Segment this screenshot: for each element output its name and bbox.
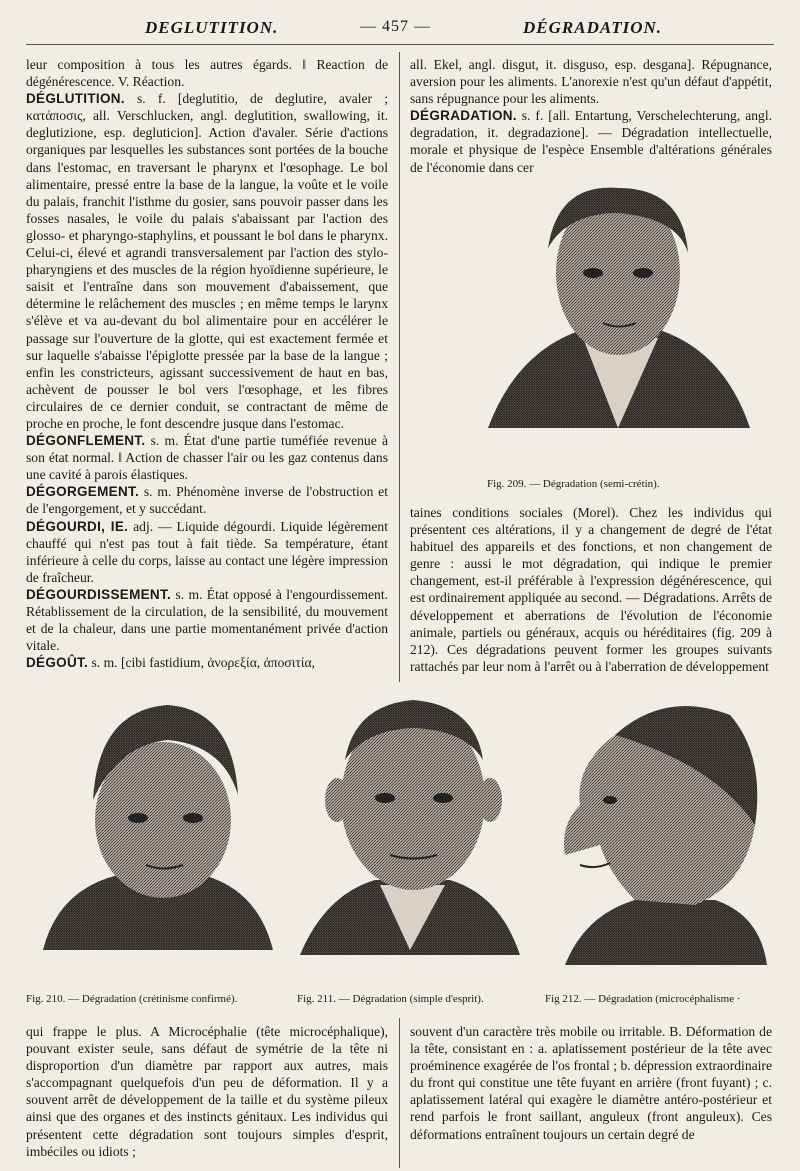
paragraph-continuation: all. Ekel, angl. disgut, it. disguso, esp. desgana]. Répugnance, aversion pour les aliments. L'anorexie n'est qu'un défaut d'appétit, sans répugnance pour les aliments. <box>410 57 772 107</box>
column-divider-bottom <box>399 1018 400 1168</box>
bottom-left-column <box>26 1023 388 1160</box>
left-column <box>26 56 388 686</box>
definition: s. f. [all. Entartung, Verschelechterung, angl. degradation, it. degradazione]. — Dégradation intellectuelle, morale et physique de l'espèce Ensemble d'altérations générales de l'économie dans cer <box>410 108 772 175</box>
right-column-mid <box>410 504 772 675</box>
figure-212-portrait <box>555 695 770 975</box>
definition: s. m. État d'une partie tuméfiée revenue à son état normal. ‖ Action de chasser l'air ou les gaz contenus dans une cavité à parois élastiques. <box>26 433 388 483</box>
entry-degradation <box>410 107 772 175</box>
entry-deglutition <box>26 90 388 432</box>
figure-212-caption: Fig 212. — Dégradation (microcéphalisme · <box>545 993 741 1005</box>
paragraph: souvent d'un caractère très mobile ou irritable. B. Déformation de la tête, consistant en : a. aplatissement postérieur de la tête avec proéminence exagérée de l'os frontal ; b. dépression extraordinaire du front qui constitue une tête fuyant en arrière (front fuyant) ; c. aplatissement latéral qui exagère le diamètre antéro-postérieur et rend parfois le front saillant, anguleux (front anguleux). Ces déformations entraînent toujours un certain degré de <box>410 1024 772 1142</box>
definition: s. f. [deglutitio, de deglutire, avaler ; κατάποσις, all. Verschlucken, angl. deglutition, swallowing, it. deglutizione, esp. degluticion]. Action d'avaler. Série d'actions organiques par lesquelles les substances sont portées de la bouche dans l'estomac, en traversant le pharynx et l'œsophage. Le bol alimentaire, pressé entre la base de la langue, la voûte et le voile du palais, franchit l'isthme du gosier, sans pouvoir passer dans les fosses nasales, le voile du palais s'abaissant par l'action des glosso- et pharyngo-staphylins, et poussant le bol dans le pharynx. Celui-ci, élevé et agrandi transversalement par l'action des stylo-pharyngiens et des muscles de la région hyoïdienne supérieure, le saisit et l'entraîne dans son mouvement d'abaissement, que détermine le relâchement des muscles ; en même temps le larynx s'élève et va au-devant du bol alimentaire pour en accélérer le passage sur l'ouverture de la glotte, qui est exactement fermée et sur laquelle s'abaisse l'épiglotte pressée par la base de la langue ; enfin les constricteurs, agissant successivement de haut en bas, achèvent de pousser le bol vers l'œsophage, et les fibres circulaires de ce dernier conduit, se contractant de même de proche en proche, le font descendre jusque dans l'estomac. <box>26 91 388 431</box>
entry-degonflement <box>26 432 388 483</box>
bottom-right-column <box>410 1023 772 1143</box>
headword: DÉGONFLEMENT. <box>26 433 146 449</box>
right-column-top <box>410 56 772 176</box>
column-divider <box>399 52 400 682</box>
entry-degorgement <box>26 483 388 517</box>
headword: DÉGOURDISSEMENT. <box>26 586 172 602</box>
figure-211-portrait <box>295 690 525 980</box>
figure-210-portrait <box>38 700 278 980</box>
running-head-left: DEGLUTITION. <box>145 18 279 37</box>
entry-degourdi <box>26 518 388 586</box>
definition: adj. — Liquide dégourdi. Liquide légèrement chauffé qui n'est pas tout à fait tiède. Sa température, étant inférieure à celle du corps, laisse au contact une légère impression de fraîcheur. <box>26 518 388 585</box>
definition: s. m. [cibi fastidium, ἀνορεξία, ἀποσιτία, <box>88 655 316 671</box>
paragraph: taines conditions sociales (Morel). Chez les individus qui présentent ces altérations, il y a changement de degré de l'état habituel des appareils et des fonctions, et non changement de genre : aussi le mot dégradation, qui indique le premier changement, est-il préférable à l'expression dégénérescence, qui est ordinairement appliquée au second. — Dégradations. Arrêts de développement et aberrations de l'évolution de l'économie animale, partiels ou généraux, acquis ou héréditaires (fig. 209 à 212). Ces dégradations peuvent former les groupes suivants rattachés par leur nom à l'arrêt ou à l'aberration de développement <box>410 505 772 674</box>
definition: s. m. Phénomène inverse de l'obstruction et de l'engorgement, et y succédant. <box>26 484 388 517</box>
entry-degout <box>26 654 388 671</box>
paragraph-continuation: leur composition à tous les autres égards. ‖ Reaction de dégénérescence. V. Réaction. <box>26 57 388 90</box>
paragraph: qui frappe le plus. A Microcéphalie (tête microcéphalique), pouvant exister seule, sans défaut de symétrie de la tête ni disproportion d'un diamètre par rapport aux autres, mais s'accompagnant quelquefois d'un peu de déformation. Il y a souvent arrêt de développement de la taille et du système pileux ainsi que des organes et des instincts génitaux. Les individus qui présentent cette dégradation sont toujours simples d'esprit, imbéciles ou idiots ; <box>26 1024 388 1159</box>
page-number: — 457 — <box>360 18 431 35</box>
definition: s. m. État opposé à l'engourdissement. Rétablissement de la circulation, de la sensibilité, du mouvement et de la chaleur, dans une partie momentanément privée d'action vitale. <box>26 586 388 654</box>
figure-211-caption: Fig. 211. — Dégradation (simple d'esprit). <box>297 993 484 1005</box>
figure-209-portrait <box>478 178 760 468</box>
headword: DÉGOURDI, IE. <box>26 518 129 534</box>
headword: DÉGORGEMENT. <box>26 484 140 500</box>
headword: DÉGRADATION. <box>410 108 517 124</box>
headword: DÉGOÛT. <box>26 655 89 671</box>
running-head-right: DÉGRADATION. <box>523 18 663 37</box>
entry-degourdissement <box>26 586 388 654</box>
headword: DÉGLUTITION. <box>26 91 125 107</box>
header-rule <box>26 44 774 45</box>
figure-209-caption: Fig. 209. — Dégradation (semi-crétin). <box>487 478 660 490</box>
figure-210-caption: Fig. 210. — Dégradation (crétinisme confirmé). <box>26 993 238 1005</box>
